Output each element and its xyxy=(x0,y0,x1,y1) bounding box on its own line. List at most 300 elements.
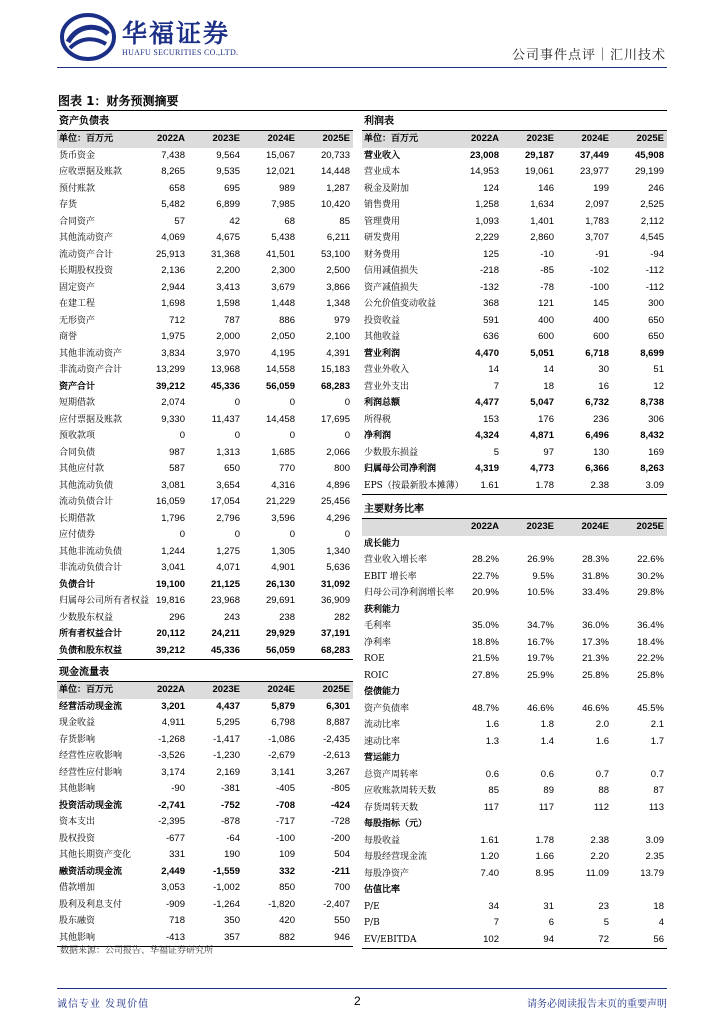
row-label: 财务费用 xyxy=(364,249,401,260)
row-value: 3.09 xyxy=(645,479,664,491)
row-value: 7,438 xyxy=(161,149,185,161)
table-row xyxy=(57,461,353,478)
row-label: 税金及附加 xyxy=(364,183,410,194)
row-label: 合同负债 xyxy=(59,447,96,458)
table-row xyxy=(57,511,353,528)
row-value: -132 xyxy=(479,281,499,293)
row-value: 3,053 xyxy=(161,882,185,893)
row-value: 56,059 xyxy=(265,380,295,392)
table-row xyxy=(57,148,353,165)
row-value: 11,437 xyxy=(211,413,240,425)
table-row xyxy=(57,428,353,445)
table-row xyxy=(362,618,667,635)
row-value: 9,330 xyxy=(161,413,185,425)
row-value: 4,296 xyxy=(326,512,350,524)
unit-label: 单位：百万元 xyxy=(59,685,114,695)
row-value: 3,654 xyxy=(216,479,240,491)
row-value: 2,136 xyxy=(161,265,185,276)
row-value: 20,733 xyxy=(320,149,350,161)
row-label: 利润总额 xyxy=(364,398,401,408)
row-value: 2,860 xyxy=(530,232,554,243)
row-value: -717 xyxy=(275,816,295,827)
row-label: 其他收益 xyxy=(364,332,401,342)
row-value: 68,283 xyxy=(320,380,350,392)
row-value: -2,679 xyxy=(268,750,295,761)
row-label: 商誉 xyxy=(59,332,78,342)
table-row xyxy=(362,164,667,181)
row-value: 37,449 xyxy=(579,149,609,161)
row-value: 20,112 xyxy=(156,628,185,639)
row-label: 其他非流动负债 xyxy=(59,546,123,557)
row-value: 22.7% xyxy=(472,570,499,582)
row-value: 17,695 xyxy=(320,413,350,425)
row-value: 51 xyxy=(653,364,664,375)
table-row xyxy=(362,899,667,916)
row-value: 4,437 xyxy=(216,700,240,712)
row-value: -102 xyxy=(589,265,609,276)
row-value: 6,301 xyxy=(326,700,350,712)
table-row xyxy=(57,626,353,643)
table-row xyxy=(57,847,353,864)
row-value: -64 xyxy=(226,832,240,844)
row-value: 9.5% xyxy=(532,570,554,582)
row-value: 1,448 xyxy=(271,298,295,309)
table-row xyxy=(57,897,353,914)
row-value: 7.40 xyxy=(480,867,499,879)
row-label: 营业收入 xyxy=(364,150,401,161)
row-value: 650 xyxy=(648,314,664,326)
row-value: 1.20 xyxy=(480,851,499,862)
row-value: -218 xyxy=(479,265,499,276)
row-value: 102 xyxy=(483,933,499,945)
row-value: 45.5% xyxy=(637,702,664,714)
row-value: 636 xyxy=(483,331,499,342)
table-row xyxy=(362,313,667,330)
row-value: 15,183 xyxy=(320,364,350,375)
row-value: 25,456 xyxy=(320,496,350,507)
row-value: 3.09 xyxy=(645,834,664,846)
row-label: 所有者权益合计 xyxy=(59,629,123,639)
row-value: 1,287 xyxy=(326,182,350,194)
row-value: 8,263 xyxy=(640,463,664,474)
row-value: 2,200 xyxy=(216,265,240,276)
row-label: 毛利率 xyxy=(364,621,392,631)
unit-label: 单位：百万元 xyxy=(364,134,419,144)
year-header: 2022A xyxy=(471,133,499,144)
row-value: 68,283 xyxy=(320,644,350,656)
table-row xyxy=(57,379,353,396)
row-value: 3,141 xyxy=(271,766,295,778)
row-value: 113 xyxy=(648,801,664,813)
row-value: 1,975 xyxy=(161,331,185,342)
row-value: 0 xyxy=(234,397,240,408)
row-value: 4,069 xyxy=(161,232,185,243)
row-value: -1,002 xyxy=(213,882,240,893)
table-row xyxy=(362,816,667,833)
row-value: 3,596 xyxy=(271,512,295,524)
row-value: 22.6% xyxy=(637,554,664,565)
row-value: 946 xyxy=(334,931,350,943)
row-value: 23 xyxy=(598,900,609,912)
row-value: 1.7 xyxy=(650,735,664,747)
row-label: P/E xyxy=(364,901,380,912)
row-label: 速动比率 xyxy=(364,736,401,747)
row-value: 37,191 xyxy=(320,628,350,639)
row-value: 0 xyxy=(179,430,185,441)
row-value: 0.6 xyxy=(540,768,554,780)
row-value: 39,212 xyxy=(155,644,185,656)
row-label: 归属母公司净利润 xyxy=(364,464,437,474)
table-row xyxy=(57,247,353,264)
row-value: 787 xyxy=(224,314,240,326)
table-row xyxy=(362,668,667,685)
row-value: 800 xyxy=(334,463,350,474)
row-value: 57 xyxy=(174,215,185,227)
row-value: 7,985 xyxy=(271,199,295,210)
row-label: 股东融资 xyxy=(59,916,96,926)
row-value: 176 xyxy=(538,413,554,425)
row-value: 282 xyxy=(334,611,350,623)
row-label: 长期股权投资 xyxy=(59,266,114,276)
row-value: 7 xyxy=(493,917,499,928)
table-row xyxy=(362,445,667,462)
row-value: 16 xyxy=(598,380,609,392)
row-label: 固定资产 xyxy=(59,282,96,293)
row-value: -112 xyxy=(645,281,664,293)
row-value: 1.61 xyxy=(480,834,499,846)
year-header: 2024E xyxy=(581,521,609,532)
row-value: 21,125 xyxy=(210,578,240,590)
row-label: 其他流动负债 xyxy=(59,480,114,491)
row-value: 1,796 xyxy=(161,512,185,524)
table-row xyxy=(362,915,667,932)
row-value: 1.6 xyxy=(485,719,499,730)
row-value: 97 xyxy=(543,446,554,458)
table-header-row xyxy=(362,131,667,148)
row-value: -424 xyxy=(330,799,350,811)
row-label: 销售费用 xyxy=(364,200,401,210)
report-type-label: 公司事件点评｜汇川技术 xyxy=(511,48,666,63)
row-value: 350 xyxy=(224,915,240,926)
row-label: EBIT 增长率 xyxy=(364,571,417,582)
table-row xyxy=(362,552,667,569)
row-value: 236 xyxy=(593,413,609,425)
row-value: 29,199 xyxy=(634,166,664,177)
row-value: 2,944 xyxy=(161,281,185,293)
table-bottom-rule xyxy=(57,659,353,660)
footer-disclaimer: 请务必阅读报告末页的重要声明 xyxy=(527,999,667,1010)
table-row xyxy=(57,478,353,495)
row-value: 300 xyxy=(648,298,664,309)
row-value: 10,420 xyxy=(320,199,350,210)
row-value: 2,066 xyxy=(326,446,350,458)
row-value: 31,368 xyxy=(210,248,240,260)
row-value: 4,391 xyxy=(326,347,350,359)
table-header-row xyxy=(362,519,667,536)
row-value: 121 xyxy=(538,298,554,309)
row-label: 应收账款周转天数 xyxy=(364,786,437,796)
table-row xyxy=(57,346,353,363)
row-value: 6,718 xyxy=(585,347,609,359)
row-value: 658 xyxy=(169,182,185,194)
row-label: P/B xyxy=(364,918,380,928)
row-value: -909 xyxy=(165,898,185,910)
row-value: -100 xyxy=(589,281,609,293)
row-value: 4,911 xyxy=(161,717,185,728)
row-value: 3,970 xyxy=(216,347,240,359)
row-label: 少数股东损益 xyxy=(364,447,419,458)
row-label: 信用减值损失 xyxy=(364,266,419,276)
row-value: 25.9% xyxy=(527,669,554,681)
row-label: 经营性应付影响 xyxy=(59,767,123,778)
row-value: -100 xyxy=(275,832,295,844)
row-value: 4,545 xyxy=(640,232,664,243)
row-value: 146 xyxy=(538,182,554,194)
table-row xyxy=(362,684,667,701)
balance-sheet-table xyxy=(57,113,353,660)
row-label: 其他影响 xyxy=(59,932,96,943)
row-value: 199 xyxy=(593,182,609,194)
table-row xyxy=(57,263,353,280)
row-value: 2,000 xyxy=(216,331,240,342)
row-label: 每股指标（元） xyxy=(364,819,428,829)
row-value: 5,438 xyxy=(271,232,295,243)
row-value: 1.4 xyxy=(540,735,554,747)
row-value: 5,482 xyxy=(161,199,185,210)
year-header: 2024E xyxy=(267,684,295,695)
row-label: 非流动负债合计 xyxy=(59,563,123,573)
row-label: 资产合计 xyxy=(59,381,96,392)
row-label: 融资活动现金流 xyxy=(59,866,123,877)
year-header: 2022A xyxy=(471,521,499,532)
row-label: 负债合计 xyxy=(59,579,96,590)
row-label: 估值比率 xyxy=(364,885,401,895)
row-value: 29,691 xyxy=(265,595,295,606)
table-row xyxy=(57,197,353,214)
table-row xyxy=(362,635,667,652)
table-header-row xyxy=(57,131,353,148)
row-value: -1,417 xyxy=(213,733,240,745)
row-value: 504 xyxy=(334,849,350,860)
row-value: 695 xyxy=(224,182,240,194)
row-value: 306 xyxy=(648,413,664,425)
row-label: 净利润 xyxy=(364,431,392,441)
row-value: -211 xyxy=(331,865,350,877)
row-value: -1,264 xyxy=(213,898,240,910)
row-value: 112 xyxy=(593,801,609,813)
table-row xyxy=(57,715,353,732)
row-value: 53,100 xyxy=(320,248,350,260)
table-row xyxy=(362,197,667,214)
row-value: 3,413 xyxy=(216,281,240,293)
row-label: 合同资产 xyxy=(59,216,96,227)
row-value: 1,401 xyxy=(530,215,554,227)
row-value: 22.2% xyxy=(637,653,664,664)
row-value: 18.4% xyxy=(637,636,664,648)
row-label: 应付债券 xyxy=(59,530,96,540)
row-value: 4,071 xyxy=(216,562,240,573)
row-value: 41,501 xyxy=(265,248,295,260)
row-value: 550 xyxy=(334,915,350,926)
row-value: 3,267 xyxy=(326,766,350,778)
row-value: 2,229 xyxy=(475,232,499,243)
row-value: 27.8% xyxy=(472,669,499,681)
row-label: EPS（按最新股本摊薄） xyxy=(364,480,464,491)
table-row xyxy=(57,814,353,831)
row-value: -2,407 xyxy=(323,898,350,910)
table-row xyxy=(362,379,667,396)
row-value: 26,130 xyxy=(265,578,295,590)
table-row xyxy=(57,362,353,379)
row-value: 5,051 xyxy=(530,347,554,359)
table-row xyxy=(362,602,667,619)
row-value: 3,081 xyxy=(161,479,185,491)
row-value: 13.79 xyxy=(640,867,664,879)
table-row xyxy=(57,296,353,313)
year-header: 2023E xyxy=(212,684,240,695)
row-label: 货币资金 xyxy=(59,150,96,161)
row-value: 14,458 xyxy=(265,413,295,425)
row-value: 31.8% xyxy=(582,570,609,582)
logo-emblem-icon xyxy=(60,12,116,62)
row-label: 借款增加 xyxy=(59,883,96,893)
footer-slogan: 诚信专业 发现价值 xyxy=(57,999,150,1010)
row-label: 公允价值变动收益 xyxy=(364,299,437,309)
row-value: -708 xyxy=(275,799,295,811)
row-value: 19.7% xyxy=(527,653,554,664)
row-value: -3,526 xyxy=(158,750,185,761)
company-logo xyxy=(60,12,250,62)
row-value: 2,500 xyxy=(326,265,350,276)
row-value: 94 xyxy=(543,933,554,945)
row-value: 11.09 xyxy=(585,867,609,879)
row-value: 39,212 xyxy=(155,380,185,392)
row-value: -1,268 xyxy=(158,733,185,745)
row-value: 2,796 xyxy=(216,512,240,524)
table-row xyxy=(57,610,353,627)
row-value: 712 xyxy=(169,314,185,326)
row-value: 1,598 xyxy=(216,298,240,309)
row-value: 368 xyxy=(483,298,499,309)
row-value: 2,074 xyxy=(161,397,185,408)
row-label: EV/EBITDA xyxy=(364,934,417,945)
row-value: 117 xyxy=(483,801,499,813)
table-row xyxy=(362,750,667,767)
row-value: -2,613 xyxy=(323,750,350,761)
table-row xyxy=(362,296,667,313)
table-row xyxy=(362,783,667,800)
row-value: 0 xyxy=(234,430,240,441)
row-value: 16,059 xyxy=(155,496,185,507)
row-value: 0.7 xyxy=(595,768,609,780)
row-label: 归母公司净利润增长率 xyxy=(364,588,455,598)
row-value: 700 xyxy=(334,882,350,893)
table-row xyxy=(362,800,667,817)
table-row xyxy=(362,280,667,297)
row-value: 153 xyxy=(483,413,499,425)
row-value: 979 xyxy=(334,314,350,326)
row-value: 14,953 xyxy=(469,166,499,177)
table-row xyxy=(362,263,667,280)
row-label: 管理费用 xyxy=(364,216,401,227)
row-label: 股权投资 xyxy=(59,833,96,844)
row-value: 85 xyxy=(339,215,350,227)
table-row xyxy=(362,717,667,734)
row-value: 3,707 xyxy=(585,232,609,243)
row-value: 2.1 xyxy=(650,719,664,730)
row-value: 4,324 xyxy=(475,430,499,441)
row-value: 4,871 xyxy=(530,430,554,441)
table-row xyxy=(57,732,353,749)
table-row xyxy=(362,329,667,346)
row-value: 34.7% xyxy=(527,620,554,631)
row-value: 28.3% xyxy=(582,554,609,565)
row-value: 0 xyxy=(179,529,185,540)
table-row xyxy=(362,569,667,586)
row-label: 资产减值损失 xyxy=(364,282,419,293)
row-value: 886 xyxy=(279,314,295,326)
row-value: 109 xyxy=(279,849,295,860)
table-row xyxy=(362,428,667,445)
table-row xyxy=(362,362,667,379)
row-value: -2,435 xyxy=(323,733,350,745)
table-row xyxy=(57,880,353,897)
table-row xyxy=(362,833,667,850)
row-value: 1,313 xyxy=(216,446,240,458)
table-row xyxy=(362,536,667,553)
row-value: 650 xyxy=(224,463,240,474)
row-value: 1,244 xyxy=(161,545,185,557)
row-value: 25.8% xyxy=(582,669,609,681)
row-value: 33.4% xyxy=(582,587,609,598)
row-value: 1.78 xyxy=(535,834,554,846)
row-value: 24,211 xyxy=(211,628,240,639)
table-row xyxy=(57,230,353,247)
row-value: 246 xyxy=(648,182,664,194)
year-header: 2025E xyxy=(322,684,350,695)
row-value: 5,295 xyxy=(216,717,240,728)
row-value: 42 xyxy=(229,215,240,227)
row-value: 2.0 xyxy=(595,719,609,730)
row-value: 20.9% xyxy=(472,587,499,598)
table-row xyxy=(57,181,353,198)
table-row xyxy=(57,643,353,660)
row-value: 296 xyxy=(169,611,185,623)
row-value: 6,732 xyxy=(585,397,609,408)
row-value: 400 xyxy=(538,314,554,326)
row-label: 应付票据及账款 xyxy=(59,414,123,425)
row-label: 存货周转天数 xyxy=(364,802,419,813)
table-row xyxy=(362,478,667,495)
row-label: 流动资产合计 xyxy=(59,249,114,260)
row-value: 125 xyxy=(483,248,499,260)
row-value: 3,201 xyxy=(161,700,185,712)
row-value: 8.95 xyxy=(535,867,554,879)
row-label: 经营性应收影响 xyxy=(59,751,123,761)
row-value: 56 xyxy=(653,933,664,945)
row-value: 591 xyxy=(483,314,499,326)
row-value: 23,968 xyxy=(210,595,240,606)
row-value: 770 xyxy=(279,463,295,474)
row-label: 其他流动资产 xyxy=(59,233,114,243)
table-row xyxy=(362,412,667,429)
row-value: 28.2% xyxy=(472,554,499,565)
header-divider xyxy=(57,67,667,68)
row-value: 5 xyxy=(493,446,499,458)
row-value: -2,741 xyxy=(158,799,185,811)
row-value: 3,041 xyxy=(161,562,185,573)
row-value: 14 xyxy=(488,364,499,375)
